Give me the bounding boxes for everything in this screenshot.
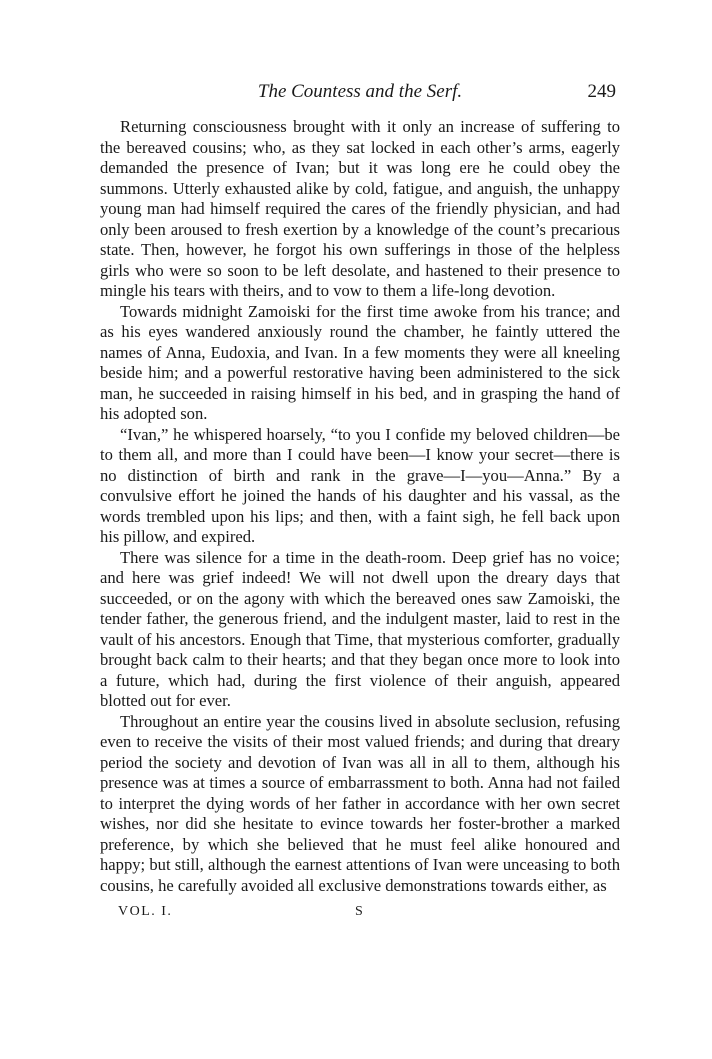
paragraph: “Ivan,” he whispered hoarsely, “to you I confide my beloved children—be to them all, and more than I could have been—I know your secret—there is no distinction of birth and rank in the grave—I—you—Anna.” By a convulsive effort he joined the hands of his daughter and his vassal, as the words trembled upon his lips; and then, with a faint sigh, he fell back upon his pillow, and expired. xyxy=(100,424,620,546)
running-head xyxy=(100,80,620,104)
body-text xyxy=(100,117,620,896)
page-footer xyxy=(118,904,618,924)
signature-mark: S xyxy=(355,904,365,919)
volume-marker: VOL. I. xyxy=(118,904,173,919)
paragraph: Towards midnight Zamoiski for the first time awoke from his trance; and as his eyes wandered anxiously round the chamber, he faintly uttered the names of Anna, Eudoxia, and Ivan. In a few moments they were all kneeling beside him; and a powerful restorative having been administered to the sick man, he succeeded in raising himself in his bed, and in grasping the hand of his adopted son. xyxy=(100,301,620,423)
paragraph: Returning consciousness brought with it only an increase of suffering to the bereaved cousins; who, as they sat locked in each other’s arms, eagerly demanded the presence of Ivan; but it was long ere he could obey the summons. Utterly exhausted alike by cold, fatigue, and anguish, the unhappy young man had himself required the cares of the friendly physician, and had only been aroused to fresh exertion by a knowledge of the count’s precarious state. Then, however, he forgot his own sufferings in those of the helpless girls who were so soon to be left desolate, and hastened to their presence to mingle his tears with theirs, and to vow to them a life-long devotion. xyxy=(100,117,620,300)
running-title: The Countess and the Serf. xyxy=(257,81,463,102)
page-number: 249 xyxy=(587,81,616,102)
paragraph: Throughout an entire year the cousins lived in absolute seclusion, refusing even to receive the visits of their most valued friends; and during that dreary period the society and devotion of Ivan was all in all to them, although his presence was at times a source of embarrassment to both. Anna had not failed to interpret the dying words of her father in accordance with her own secret wishes, nor did she hesitate to evince towards her foster-brother a marked preference, by which she believed that he must feel alike honoured and happy; but still, although the earnest attentions of Ivan were unceasing to both cousins, he carefully avoided all exclusive demonstrations towards either, as xyxy=(100,711,620,895)
paragraph: There was silence for a time in the death-room. Deep grief has no voice; and here was grief indeed! We will not dwell upon the dreary days that succeeded, or on the agony with which the bereaved ones saw Zamoiski, the tender father, the generous friend, and the indulgent master, laid to rest in the vault of his ancestors. Enough that Time, that mysterious comforter, gradually brought back calm to their hearts; and that they began once more to look into a future, which had, during the first violence of their anguish, appeared blotted out for ever. xyxy=(100,547,620,710)
